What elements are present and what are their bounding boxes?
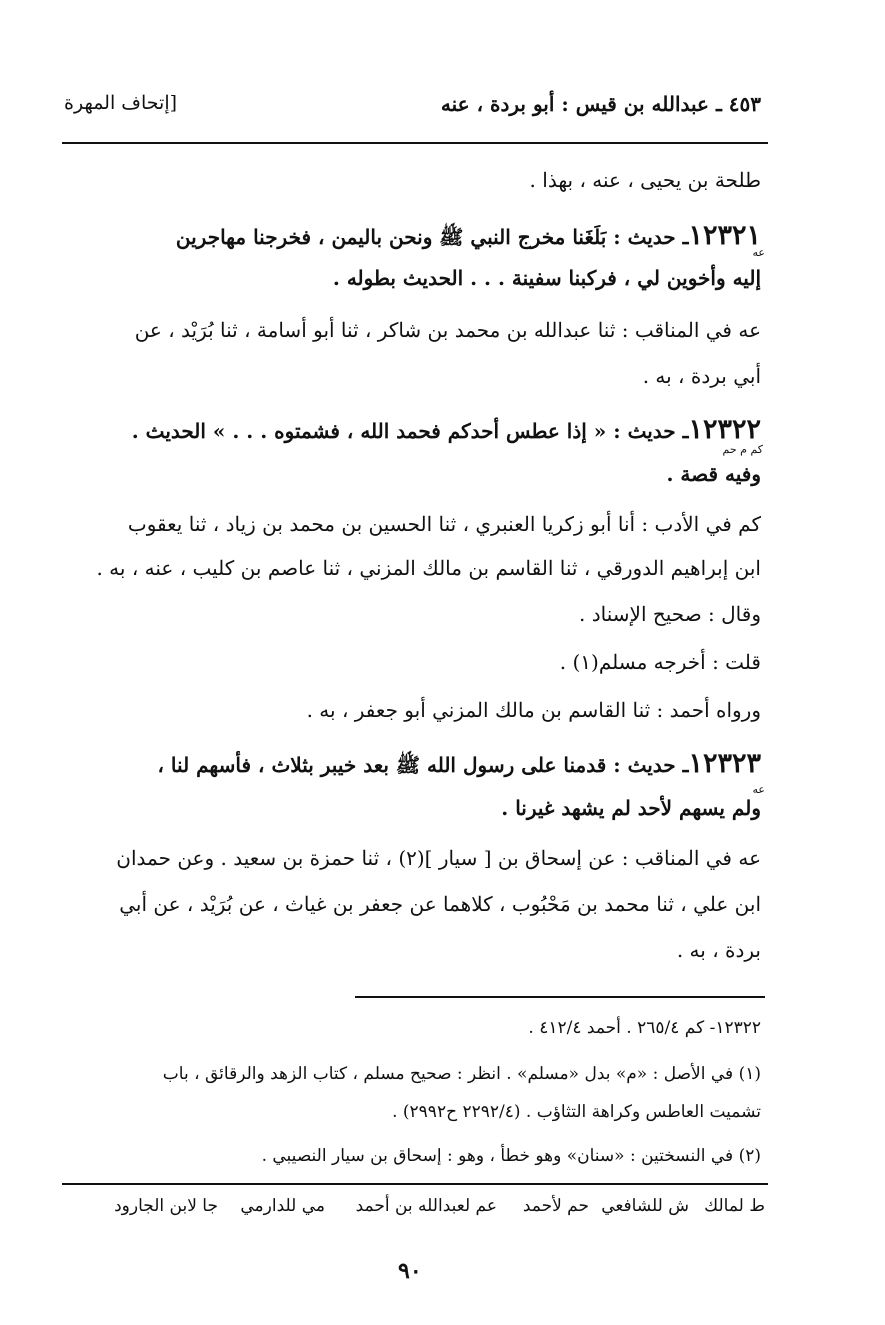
siglum-shafii: ش للشافعي [601,1196,689,1216]
hadith-number: ١٢٣٢١ [688,220,761,251]
isnad-line: بردة ، به . [676,938,761,962]
body-line: طلحة بن يحيى ، عنه ، بهذا . [529,168,761,192]
book-title: [إتحاف المهرة [64,92,178,114]
siglum-darimi: مي للدارمي [240,1196,325,1216]
isnad-line: كم في الأدب : أنا أبو زكريا العنبري ، ثنا الحسين بن محمد بن زياد ، ثنا يعقوب [127,512,761,536]
margin-siglum: عه [752,783,765,796]
isnad-line: أبي بردة ، به . [642,364,761,388]
hadith-text: ـ حديث : قدمنا على رسول الله ﷺ بعد خيبر بثلاث ، فأسهم لنا ، [157,753,689,777]
margin-siglum: كم م حم [722,443,763,456]
margin-siglum: عه [752,246,765,259]
hadith-12322-heading [132,414,761,445]
hadith-text: ـ حديث : بَلَغَنا مخرج النبي ﷺ ونحن باليمن ، فخرجنا مهاجرين [175,225,689,249]
hadith-12321-heading [176,220,761,254]
page-number: ٩٠ [398,1258,422,1284]
hadith-12323-heading [158,748,761,782]
isnad-line: ابن علي ، ثنا محمد بن مَحْبُوب ، كلاهما عن جعفر بن غياث ، عن بُرَيْد ، عن أبي [119,892,761,916]
footnote-1: (١) في الأصل : «م» بدل «مسلم» . انظر : صحيح مسلم ، كتاب الزهد والرقائق ، باب [162,1064,761,1084]
isnad-line: ابن إبراهيم الدورقي ، ثنا القاسم بن مالك المزني ، ثنا عاصم بن كليب ، عنه ، به . [96,556,761,580]
siglum-abdullah: عم لعبدالله بن أحمد [355,1196,497,1216]
header-divider [62,142,768,144]
isnad-line: وقال : صحيح الإسناد . [579,602,761,626]
hadith-text: ـ حديث : « إذا عطس أحدكم فحمد الله ، فشمتوه . . . » الحديث . [131,419,689,443]
hadith-number: ١٢٣٢٣ [688,748,761,779]
sigla-divider [62,1183,768,1185]
footnote-divider [355,996,765,998]
isnad-line: عه في المناقب : ثنا عبدالله بن محمد بن شاكر ، ثنا أبو أسامة ، ثنا بُرَيْد ، عن [134,318,761,342]
hadith-text: إليه وأخوين لي ، فركبنا سفينة . . . الحديث بطوله . [332,266,761,290]
siglum-ahmad: حم لأحمد [522,1196,589,1216]
hadith-number: ١٢٣٢٢ [688,414,761,445]
comment-line: قلت : أخرجه مسلم(١) . [559,650,761,674]
hadith-text: ولم يسهم لأحد لم يشهد غيرنا . [501,796,761,820]
running-title: ٤٥٣ ـ عبدالله بن قيس : أبو بردة ، عنه [440,92,761,116]
footnote-2: (٢) في النسختين : «سنان» وهو خطأ ، وهو : إسحاق بن سيار النصيبي . [261,1146,761,1166]
comment-line: ورواه أحمد : ثنا القاسم بن مالك المزني أبو جعفر ، به . [306,698,761,722]
footnote-1-cont: تشميت العاطس وكراهة التثاؤب . (٢٢٩٢/٤ ح٢٩٩٢) . [392,1102,761,1122]
siglum-malik: ط لمالك [704,1196,765,1216]
hadith-text: وفيه قصة . [666,462,761,486]
siglum-ibn-jarud: جا لابن الجارود [114,1196,218,1216]
isnad-line: عه في المناقب : عن إسحاق بن [ سيار ](٢) ، ثنا حمزة بن سعيد . وعن حمدان [116,846,761,870]
footnote-reference: ١٢٣٢٢- كم ٢٦٥/٤ . أحمد ٤١٢/٤ . [528,1018,761,1038]
